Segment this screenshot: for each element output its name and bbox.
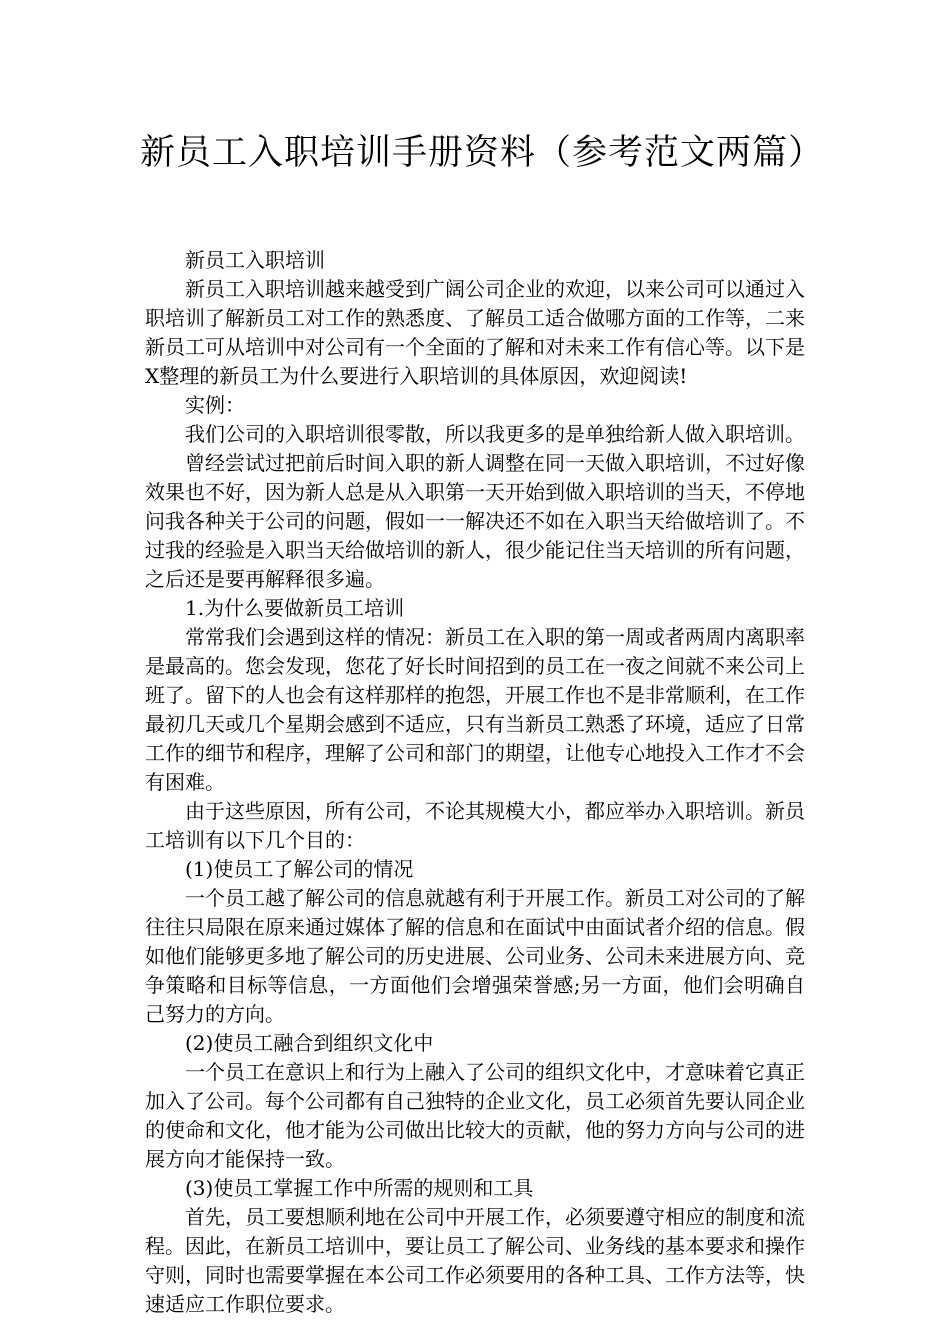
subheading: (1)使员工了解公司的情况	[185, 857, 414, 881]
document-body	[145, 246, 805, 1319]
paragraph: 新员工入职培训越来越受到广阔公司企业的欢迎，以来公司可以通过入职培训了解新员工对工作的熟悉度、了解员工适合做哪方面的工作等，二来新员工可从培训中对公司有一个全面的了解和对未来工作有信心等。以下是X整理的新员工为什么要进行入职培训的具体原因，欢迎阅读!	[145, 277, 805, 388]
section-heading: 1.为什么要做新员工培训	[185, 596, 405, 620]
paragraph: 我们公司的入职培训很零散，所以我更多的是单独给新人做入职培训。	[185, 422, 805, 446]
paragraph: 曾经尝试过把前后时间入职的新人调整在同一天做入职培训，不过好像效果也不好，因为新人总是从入职第一天开始到做入职培训的当天，不停地问我各种关于公司的问题，假如一一解决还不如在入职当天给做培训了。不过我的经验是入职当天给做培训的新人，很少能记住当天培训的所有问题，之后还是要再解释很多遍。	[145, 451, 805, 591]
paragraph: 一个员工在意识上和行为上融入了公司的组织文化中，才意味着它真正加入了公司。每个公司都有自己独特的企业文化，员工必须首先要认同企业的使命和文化，他才能为公司做出比较大的贡献，他的努力方向与公司的进展方向才能保持一致。	[145, 1060, 805, 1171]
document-title: 新员工入职培训手册资料（参考范文两篇）	[140, 133, 825, 173]
paragraph: 由于这些原因，所有公司，不论其规模大小，都应举办入职培训。新员工培训有以下几个目的：	[145, 799, 805, 852]
paragraph: 新员工入职培训	[185, 248, 325, 272]
paragraph: 首先，员工要想顺利地在公司中开展工作，必须要遵守相应的制度和流程。因此，在新员工培训中，要让员工了解公司、业务线的基本要求和操作守则，同时也需要掌握在本公司工作必须要用的各种工具、工作方法等，快速适应工作职位要求。	[145, 1205, 805, 1316]
subheading: (2)使员工融合到组织文化中	[185, 1031, 434, 1055]
subheading: (3)使员工掌握工作中所需的规则和工具	[185, 1176, 534, 1200]
paragraph: 一个员工越了解公司的信息就越有利于开展工作。新员工对公司的了解往往只局限在原来通过媒体了解的信息和在面试中由面试者介绍的信息。假如他们能够更多地了解公司的历史进展、公司业务、公司未来进展方向、竞争策略和目标等信息，一方面他们会增强荣誉感;另一方面，他们会明确自己努力的方向。	[145, 886, 805, 1026]
paragraph: 常常我们会遇到这样的情况：新员工在入职的第一周或者两周内离职率是最高的。您会发现，您花了好长时间招到的员工在一夜之间就不来公司上班了。留下的人也会有这样那样的抱怨，开展工作也不是非常顺利，在工作最初几天或几个星期会感到不适应，只有当新员工熟悉了环境，适应了日常工作的细节和程序，理解了公司和部门的期望，让他专心地投入工作才不会有困难。	[145, 625, 805, 794]
paragraph: 实例：	[185, 393, 245, 417]
